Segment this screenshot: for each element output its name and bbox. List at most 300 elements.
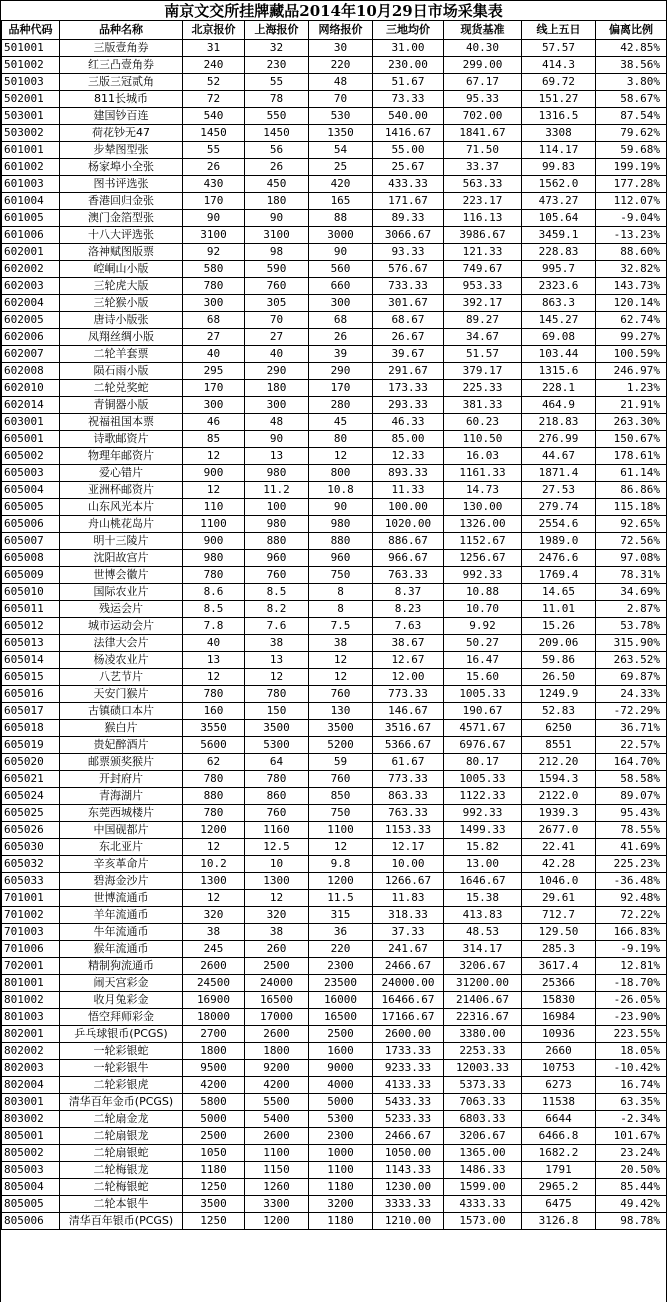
cell-deviation: 246.97% bbox=[596, 362, 667, 379]
cell-name: 凤翔丝绸小版 bbox=[60, 328, 183, 345]
cell-spot-benchmark: 10.70 bbox=[444, 600, 522, 617]
cell-five-day: 3308 bbox=[522, 124, 596, 141]
cell-name: 猴白片 bbox=[60, 719, 183, 736]
cell-shanghai-price: 260 bbox=[245, 940, 309, 957]
cell-name: 邮票颁奖猴片 bbox=[60, 753, 183, 770]
cell-beijing-price: 980 bbox=[183, 549, 245, 566]
cell-code: 605009 bbox=[2, 566, 60, 583]
cell-shanghai-price: 180 bbox=[245, 192, 309, 209]
cell-five-day: 11.01 bbox=[522, 600, 596, 617]
table-row bbox=[2, 481, 667, 498]
cell-online-price: 39 bbox=[309, 345, 373, 362]
cell-beijing-price: 8.6 bbox=[183, 583, 245, 600]
cell-shanghai-price: 1160 bbox=[245, 821, 309, 838]
cell-name: 清华百年金币(PCGS) bbox=[60, 1093, 183, 1110]
col-header-spot-benchmark: 现货基准 bbox=[444, 21, 522, 39]
cell-deviation: 36.71% bbox=[596, 719, 667, 736]
cell-code: 605004 bbox=[2, 481, 60, 498]
cell-online-price: 80 bbox=[309, 430, 373, 447]
cell-code: 803002 bbox=[2, 1110, 60, 1127]
cell-beijing-price: 1250 bbox=[183, 1212, 245, 1229]
cell-spot-benchmark: 9.92 bbox=[444, 617, 522, 634]
cell-beijing-price: 1200 bbox=[183, 821, 245, 838]
table-row bbox=[2, 447, 667, 464]
cell-name: 唐诗小版张 bbox=[60, 311, 183, 328]
cell-average-price: 46.33 bbox=[373, 413, 444, 430]
cell-shanghai-price: 980 bbox=[245, 515, 309, 532]
table-row bbox=[2, 719, 667, 736]
cell-code: 602005 bbox=[2, 311, 60, 328]
cell-name: 东莞西城楼片 bbox=[60, 804, 183, 821]
cell-shanghai-price: 300 bbox=[245, 396, 309, 413]
cell-deviation: 115.18% bbox=[596, 498, 667, 515]
cell-shanghai-price: 780 bbox=[245, 685, 309, 702]
cell-average-price: 733.33 bbox=[373, 277, 444, 294]
cell-beijing-price: 1300 bbox=[183, 872, 245, 889]
cell-spot-benchmark: 16.47 bbox=[444, 651, 522, 668]
cell-beijing-price: 8.5 bbox=[183, 600, 245, 617]
cell-shanghai-price: 230 bbox=[245, 56, 309, 73]
cell-deviation: -2.34% bbox=[596, 1110, 667, 1127]
cell-five-day: 712.7 bbox=[522, 906, 596, 923]
cell-shanghai-price: 4200 bbox=[245, 1076, 309, 1093]
cell-beijing-price: 4200 bbox=[183, 1076, 245, 1093]
cell-name: 亚洲杯邮资片 bbox=[60, 481, 183, 498]
cell-name: 沈阳故宫片 bbox=[60, 549, 183, 566]
cell-shanghai-price: 78 bbox=[245, 90, 309, 107]
cell-code: 605015 bbox=[2, 668, 60, 685]
table-row bbox=[2, 702, 667, 719]
cell-shanghai-price: 550 bbox=[245, 107, 309, 124]
cell-spot-benchmark: 1256.67 bbox=[444, 549, 522, 566]
cell-code: 602001 bbox=[2, 243, 60, 260]
cell-average-price: 85.00 bbox=[373, 430, 444, 447]
cell-name: 荷花钞无47 bbox=[60, 124, 183, 141]
cell-name: 碧海金沙片 bbox=[60, 872, 183, 889]
cell-code: 701001 bbox=[2, 889, 60, 906]
cell-shanghai-price: 3500 bbox=[245, 719, 309, 736]
col-header-code: 品种代码 bbox=[2, 21, 60, 39]
table-row bbox=[2, 362, 667, 379]
col-header-beijing-price: 北京报价 bbox=[183, 21, 245, 39]
cell-shanghai-price: 17000 bbox=[245, 1008, 309, 1025]
cell-deviation: 225.23% bbox=[596, 855, 667, 872]
cell-spot-benchmark: 33.37 bbox=[444, 158, 522, 175]
table-row bbox=[2, 600, 667, 617]
table-row bbox=[2, 515, 667, 532]
cell-deviation: 95.43% bbox=[596, 804, 667, 821]
cell-online-price: 4000 bbox=[309, 1076, 373, 1093]
cell-beijing-price: 46 bbox=[183, 413, 245, 430]
cell-average-price: 763.33 bbox=[373, 566, 444, 583]
cell-online-price: 8 bbox=[309, 600, 373, 617]
cell-shanghai-price: 1100 bbox=[245, 1144, 309, 1161]
cell-online-price: 760 bbox=[309, 770, 373, 787]
cell-five-day: 414.3 bbox=[522, 56, 596, 73]
cell-average-price: 1266.67 bbox=[373, 872, 444, 889]
cell-code: 605011 bbox=[2, 600, 60, 617]
cell-name: 古镇碛口本片 bbox=[60, 702, 183, 719]
cell-deviation: 23.24% bbox=[596, 1144, 667, 1161]
cell-five-day: 3459.1 bbox=[522, 226, 596, 243]
table-body bbox=[2, 39, 667, 1229]
cell-spot-benchmark: 225.33 bbox=[444, 379, 522, 396]
cell-shanghai-price: 12 bbox=[245, 889, 309, 906]
cell-shanghai-price: 100 bbox=[245, 498, 309, 515]
cell-spot-benchmark: 992.33 bbox=[444, 566, 522, 583]
cell-code: 501001 bbox=[2, 39, 60, 56]
cell-code: 602010 bbox=[2, 379, 60, 396]
cell-name: 闹天宫彩金 bbox=[60, 974, 183, 991]
cell-beijing-price: 24500 bbox=[183, 974, 245, 991]
cell-deviation: 223.55% bbox=[596, 1025, 667, 1042]
cell-average-price: 9233.33 bbox=[373, 1059, 444, 1076]
cell-five-day: 2965.2 bbox=[522, 1178, 596, 1195]
cell-spot-benchmark: 12003.33 bbox=[444, 1059, 522, 1076]
cell-average-price: 293.33 bbox=[373, 396, 444, 413]
cell-spot-benchmark: 130.00 bbox=[444, 498, 522, 515]
cell-deviation: 88.60% bbox=[596, 243, 667, 260]
cell-online-price: 220 bbox=[309, 56, 373, 73]
cell-spot-benchmark: 1486.33 bbox=[444, 1161, 522, 1178]
cell-beijing-price: 10.2 bbox=[183, 855, 245, 872]
cell-deviation: 61.14% bbox=[596, 464, 667, 481]
cell-average-price: 12.67 bbox=[373, 651, 444, 668]
cell-beijing-price: 5800 bbox=[183, 1093, 245, 1110]
cell-deviation: 22.57% bbox=[596, 736, 667, 753]
cell-beijing-price: 300 bbox=[183, 294, 245, 311]
cell-code: 605008 bbox=[2, 549, 60, 566]
cell-beijing-price: 27 bbox=[183, 328, 245, 345]
cell-five-day: 151.27 bbox=[522, 90, 596, 107]
cell-five-day: 279.74 bbox=[522, 498, 596, 515]
cell-beijing-price: 245 bbox=[183, 940, 245, 957]
cell-spot-benchmark: 3380.00 bbox=[444, 1025, 522, 1042]
cell-five-day: 52.83 bbox=[522, 702, 596, 719]
cell-beijing-price: 3100 bbox=[183, 226, 245, 243]
cell-code: 601006 bbox=[2, 226, 60, 243]
cell-name: 香港回归金张 bbox=[60, 192, 183, 209]
cell-average-price: 7.63 bbox=[373, 617, 444, 634]
cell-spot-benchmark: 40.30 bbox=[444, 39, 522, 56]
cell-deviation: 315.90% bbox=[596, 634, 667, 651]
cell-deviation: 34.69% bbox=[596, 583, 667, 600]
cell-shanghai-price: 12.5 bbox=[245, 838, 309, 855]
cell-five-day: 8551 bbox=[522, 736, 596, 753]
cell-average-price: 8.37 bbox=[373, 583, 444, 600]
cell-average-price: 171.67 bbox=[373, 192, 444, 209]
cell-five-day: 129.50 bbox=[522, 923, 596, 940]
cell-shanghai-price: 2500 bbox=[245, 957, 309, 974]
table-row bbox=[2, 464, 667, 481]
cell-shanghai-price: 760 bbox=[245, 566, 309, 583]
cell-deviation: 58.67% bbox=[596, 90, 667, 107]
cell-beijing-price: 13 bbox=[183, 651, 245, 668]
cell-code: 605016 bbox=[2, 685, 60, 702]
cell-average-price: 3066.67 bbox=[373, 226, 444, 243]
cell-code: 502001 bbox=[2, 90, 60, 107]
cell-deviation: 3.80% bbox=[596, 73, 667, 90]
cell-five-day: 473.27 bbox=[522, 192, 596, 209]
cell-name: 澳门金箔型张 bbox=[60, 209, 183, 226]
cell-deviation: 2.87% bbox=[596, 600, 667, 617]
table-row bbox=[2, 243, 667, 260]
table-row bbox=[2, 617, 667, 634]
cell-online-price: 760 bbox=[309, 685, 373, 702]
cell-shanghai-price: 27 bbox=[245, 328, 309, 345]
cell-average-price: 863.33 bbox=[373, 787, 444, 804]
cell-five-day: 1316.5 bbox=[522, 107, 596, 124]
cell-deviation: 100.59% bbox=[596, 345, 667, 362]
cell-code: 503002 bbox=[2, 124, 60, 141]
table-row bbox=[2, 277, 667, 294]
table-row bbox=[2, 906, 667, 923]
cell-five-day: 2476.6 bbox=[522, 549, 596, 566]
cell-five-day: 69.72 bbox=[522, 73, 596, 90]
cell-spot-benchmark: 51.57 bbox=[444, 345, 522, 362]
cell-deviation: 41.69% bbox=[596, 838, 667, 855]
cell-five-day: 25366 bbox=[522, 974, 596, 991]
cell-name: 猴年流通币 bbox=[60, 940, 183, 957]
cell-beijing-price: 31 bbox=[183, 39, 245, 56]
cell-beijing-price: 85 bbox=[183, 430, 245, 447]
cell-shanghai-price: 1300 bbox=[245, 872, 309, 889]
cell-spot-benchmark: 95.33 bbox=[444, 90, 522, 107]
cell-average-price: 893.33 bbox=[373, 464, 444, 481]
cell-shanghai-price: 880 bbox=[245, 532, 309, 549]
cell-five-day: 2122.0 bbox=[522, 787, 596, 804]
cell-deviation: 21.91% bbox=[596, 396, 667, 413]
cell-code: 802001 bbox=[2, 1025, 60, 1042]
cell-code: 605032 bbox=[2, 855, 60, 872]
table-row bbox=[2, 209, 667, 226]
cell-name: 步辇图型张 bbox=[60, 141, 183, 158]
cell-average-price: 12.17 bbox=[373, 838, 444, 855]
cell-average-price: 24000.00 bbox=[373, 974, 444, 991]
cell-deviation: -9.19% bbox=[596, 940, 667, 957]
cell-shanghai-price: 8.5 bbox=[245, 583, 309, 600]
cell-online-price: 130 bbox=[309, 702, 373, 719]
cell-shanghai-price: 2600 bbox=[245, 1025, 309, 1042]
cell-beijing-price: 40 bbox=[183, 345, 245, 362]
cell-shanghai-price: 38 bbox=[245, 923, 309, 940]
cell-online-price: 48 bbox=[309, 73, 373, 90]
cell-name: 十八大评选张 bbox=[60, 226, 183, 243]
cell-shanghai-price: 9200 bbox=[245, 1059, 309, 1076]
cell-spot-benchmark: 749.67 bbox=[444, 260, 522, 277]
cell-shanghai-price: 13 bbox=[245, 651, 309, 668]
cell-average-price: 173.33 bbox=[373, 379, 444, 396]
table-row bbox=[2, 991, 667, 1008]
table-row bbox=[2, 532, 667, 549]
table-row bbox=[2, 634, 667, 651]
cell-online-price: 23500 bbox=[309, 974, 373, 991]
table-row bbox=[2, 889, 667, 906]
table-row bbox=[2, 651, 667, 668]
cell-average-price: 5366.67 bbox=[373, 736, 444, 753]
cell-deviation: 32.82% bbox=[596, 260, 667, 277]
cell-name: 三版壹角券 bbox=[60, 39, 183, 56]
cell-average-price: 301.67 bbox=[373, 294, 444, 311]
cell-five-day: 1939.3 bbox=[522, 804, 596, 821]
table-row bbox=[2, 430, 667, 447]
cell-code: 801001 bbox=[2, 974, 60, 991]
cell-five-day: 285.3 bbox=[522, 940, 596, 957]
cell-code: 605010 bbox=[2, 583, 60, 600]
cell-beijing-price: 170 bbox=[183, 192, 245, 209]
cell-online-price: 16500 bbox=[309, 1008, 373, 1025]
cell-shanghai-price: 16500 bbox=[245, 991, 309, 1008]
cell-beijing-price: 90 bbox=[183, 209, 245, 226]
cell-deviation: -18.70% bbox=[596, 974, 667, 991]
cell-beijing-price: 26 bbox=[183, 158, 245, 175]
cell-deviation: 98.78% bbox=[596, 1212, 667, 1229]
table-row bbox=[2, 158, 667, 175]
cell-online-price: 280 bbox=[309, 396, 373, 413]
cell-spot-benchmark: 4571.67 bbox=[444, 719, 522, 736]
cell-online-price: 980 bbox=[309, 515, 373, 532]
cell-spot-benchmark: 1599.00 bbox=[444, 1178, 522, 1195]
cell-name: 崆峒山小版 bbox=[60, 260, 183, 277]
cell-shanghai-price: 10 bbox=[245, 855, 309, 872]
cell-beijing-price: 540 bbox=[183, 107, 245, 124]
cell-deviation: 16.74% bbox=[596, 1076, 667, 1093]
cell-online-price: 3200 bbox=[309, 1195, 373, 1212]
cell-code: 503001 bbox=[2, 107, 60, 124]
cell-beijing-price: 780 bbox=[183, 566, 245, 583]
cell-average-price: 433.33 bbox=[373, 175, 444, 192]
cell-name: 世博流通币 bbox=[60, 889, 183, 906]
cell-shanghai-price: 8.2 bbox=[245, 600, 309, 617]
cell-code: 605005 bbox=[2, 498, 60, 515]
cell-deviation: 143.73% bbox=[596, 277, 667, 294]
cell-beijing-price: 92 bbox=[183, 243, 245, 260]
cell-average-price: 3333.33 bbox=[373, 1195, 444, 1212]
cell-name: 收月兔彩金 bbox=[60, 991, 183, 1008]
cell-shanghai-price: 960 bbox=[245, 549, 309, 566]
cell-five-day: 1769.4 bbox=[522, 566, 596, 583]
table-row bbox=[2, 90, 667, 107]
cell-name: 三轮猴小版 bbox=[60, 294, 183, 311]
cell-average-price: 773.33 bbox=[373, 685, 444, 702]
cell-online-price: 290 bbox=[309, 362, 373, 379]
cell-spot-benchmark: 392.17 bbox=[444, 294, 522, 311]
cell-online-price: 90 bbox=[309, 498, 373, 515]
cell-name: 牛年流通币 bbox=[60, 923, 183, 940]
cell-deviation: 86.86% bbox=[596, 481, 667, 498]
cell-shanghai-price: 780 bbox=[245, 770, 309, 787]
cell-online-price: 220 bbox=[309, 940, 373, 957]
cell-name: 山东风光本片 bbox=[60, 498, 183, 515]
cell-online-price: 70 bbox=[309, 90, 373, 107]
cell-code: 605021 bbox=[2, 770, 60, 787]
cell-deviation: 89.07% bbox=[596, 787, 667, 804]
cell-online-price: 530 bbox=[309, 107, 373, 124]
cell-shanghai-price: 48 bbox=[245, 413, 309, 430]
cell-shanghai-price: 320 bbox=[245, 906, 309, 923]
cell-name: 物理年邮资片 bbox=[60, 447, 183, 464]
cell-shanghai-price: 180 bbox=[245, 379, 309, 396]
cell-beijing-price: 240 bbox=[183, 56, 245, 73]
cell-spot-benchmark: 381.33 bbox=[444, 396, 522, 413]
cell-average-price: 291.67 bbox=[373, 362, 444, 379]
cell-name: 三轮虎大版 bbox=[60, 277, 183, 294]
cell-shanghai-price: 55 bbox=[245, 73, 309, 90]
cell-average-price: 38.67 bbox=[373, 634, 444, 651]
cell-name: 二轮羊套票 bbox=[60, 345, 183, 362]
table-row bbox=[2, 1127, 667, 1144]
cell-shanghai-price: 3100 bbox=[245, 226, 309, 243]
cell-beijing-price: 12 bbox=[183, 838, 245, 855]
cell-beijing-price: 1250 bbox=[183, 1178, 245, 1195]
cell-five-day: 1871.4 bbox=[522, 464, 596, 481]
cell-spot-benchmark: 953.33 bbox=[444, 277, 522, 294]
table-row bbox=[2, 549, 667, 566]
cell-average-price: 1050.00 bbox=[373, 1144, 444, 1161]
cell-five-day: 16984 bbox=[522, 1008, 596, 1025]
col-header-average-price: 三地均价 bbox=[373, 21, 444, 39]
cell-average-price: 1230.00 bbox=[373, 1178, 444, 1195]
cell-name: 811长城币 bbox=[60, 90, 183, 107]
cell-beijing-price: 1180 bbox=[183, 1161, 245, 1178]
cell-spot-benchmark: 4333.33 bbox=[444, 1195, 522, 1212]
cell-five-day: 15.26 bbox=[522, 617, 596, 634]
cell-deviation: 53.78% bbox=[596, 617, 667, 634]
cell-code: 605014 bbox=[2, 651, 60, 668]
cell-name: 城市运动会片 bbox=[60, 617, 183, 634]
cell-five-day: 145.27 bbox=[522, 311, 596, 328]
cell-code: 603001 bbox=[2, 413, 60, 430]
cell-deviation: 177.28% bbox=[596, 175, 667, 192]
table-row bbox=[2, 1144, 667, 1161]
cell-name: 一轮彩银牛 bbox=[60, 1059, 183, 1076]
cell-average-price: 2600.00 bbox=[373, 1025, 444, 1042]
table-row bbox=[2, 260, 667, 277]
cell-average-price: 2466.67 bbox=[373, 957, 444, 974]
cell-shanghai-price: 11.2 bbox=[245, 481, 309, 498]
cell-code: 805004 bbox=[2, 1178, 60, 1195]
cell-deviation: 18.05% bbox=[596, 1042, 667, 1059]
table-row bbox=[2, 1059, 667, 1076]
cell-spot-benchmark: 2253.33 bbox=[444, 1042, 522, 1059]
cell-deviation: 72.22% bbox=[596, 906, 667, 923]
cell-online-price: 36 bbox=[309, 923, 373, 940]
cell-name: 二轮扇银龙 bbox=[60, 1127, 183, 1144]
cell-spot-benchmark: 89.27 bbox=[444, 311, 522, 328]
cell-code: 601001 bbox=[2, 141, 60, 158]
cell-deviation: -26.05% bbox=[596, 991, 667, 1008]
table-row bbox=[2, 328, 667, 345]
cell-average-price: 1143.33 bbox=[373, 1161, 444, 1178]
cell-code: 805003 bbox=[2, 1161, 60, 1178]
cell-online-price: 165 bbox=[309, 192, 373, 209]
cell-shanghai-price: 1450 bbox=[245, 124, 309, 141]
table-row bbox=[2, 192, 667, 209]
cell-average-price: 4133.33 bbox=[373, 1076, 444, 1093]
cell-deviation: 87.54% bbox=[596, 107, 667, 124]
cell-name: 陨石雨小版 bbox=[60, 362, 183, 379]
cell-deviation: 92.65% bbox=[596, 515, 667, 532]
cell-five-day: 6466.8 bbox=[522, 1127, 596, 1144]
cell-name: 国际农业片 bbox=[60, 583, 183, 600]
cell-spot-benchmark: 1122.33 bbox=[444, 787, 522, 804]
cell-five-day: 212.20 bbox=[522, 753, 596, 770]
cell-deviation: 58.58% bbox=[596, 770, 667, 787]
cell-five-day: 103.44 bbox=[522, 345, 596, 362]
cell-spot-benchmark: 223.17 bbox=[444, 192, 522, 209]
cell-average-price: 31.00 bbox=[373, 39, 444, 56]
cell-average-price: 37.33 bbox=[373, 923, 444, 940]
